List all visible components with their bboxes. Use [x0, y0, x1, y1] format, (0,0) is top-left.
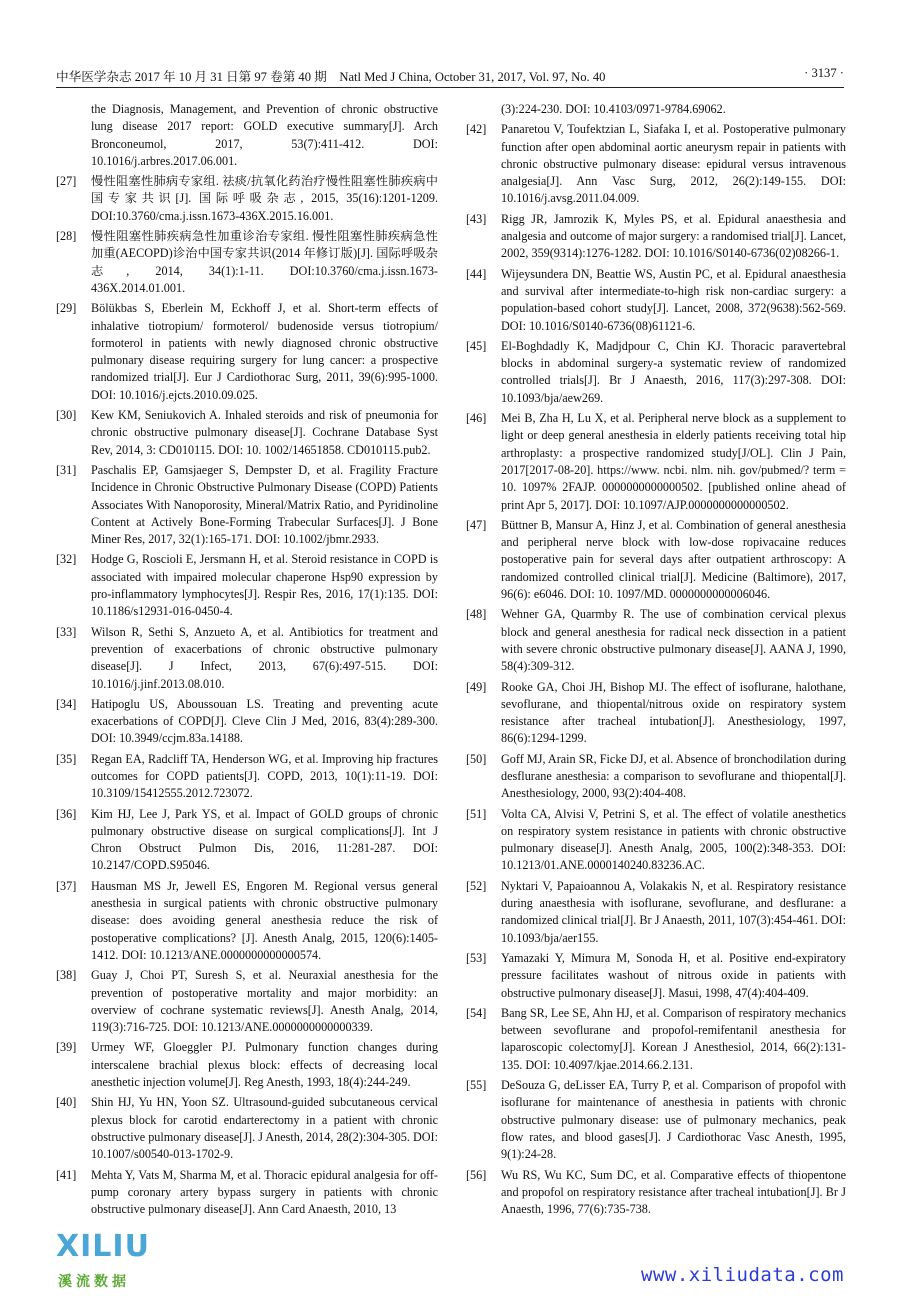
- reference-number: [33]: [56, 624, 77, 639]
- reference-text: Mei B, Zha H, Lu X, et al. Peripheral nerve block as a supplement to light or deep general anesthesia in elderly patients receiving total hip arthroplasty: a prospective randomized study[J/OL]. Clin J Pain, 2017[2017-08-20]. https://www. ncbi. nlm. nih. gov/pubmed/? term = 10. 1097% 2FAJP. 0000000000000502. [published online ahead of print Apr 5, 2017]. DOI: 10.1097/AJP.0000000000000502.: [501, 411, 846, 512]
- reference-entry: [56, 1094, 438, 1163]
- reference-entry: [56, 624, 438, 693]
- reference-text: Büttner B, Mansur A, Hinz J, et al. Combination of general anesthesia and peripheral nerve block with low-dose ropivacaine reduces postoperative pain for several days after outpatient arthroscopy: A randomized controlled clinical trial[J]. Medicine (Baltimore), 2017, 96(6): e6046. DOI: 10. 1097/MD. 0000000000006046.: [501, 517, 846, 602]
- references-right-column: [466, 101, 846, 1221]
- reference-entry: [466, 950, 846, 1002]
- reference-number: [53]: [466, 950, 487, 965]
- reference-text: Urmey WF, Gloeggler PJ. Pulmonary function changes during interscalene brachial plexus block: effects of decreasing local anesthetic injection volume[J]. Reg Anesth, 1993, 18(4):244-249.: [91, 1040, 438, 1090]
- reference-text: Panaretou V, Toufektzian L, Siafaka I, et al. Postoperative pulmonary function after open abdominal aortic aneurysm repair in patients with chronic obstructive pulmonary disease: epidural versus intravenous analgesia[J]. Ann Vasc Surg, 2012, 26(2):149-155. DOI: 10.1016/j.avsg.2011.04.009.: [501, 122, 846, 206]
- reference-text: Nyktari V, Papaioannou A, Volakakis N, et al. Respiratory resistance during anaesthesia with isoflurane, sevoflurane, and desflurane: a randomized clinical trial[J]. Br J Anaesth, 2011, 107(3):454-461. DOI: 10.1093/bja/aer155.: [501, 878, 846, 945]
- reference-text: Shin HJ, Yu HN, Yoon SZ. Ultrasound-guided subcutaneous cervical plexus block for carotid endarterectomy in a patient with chronic obstructive pulmonary disease[J]. J Anesth, 2014, 28(2):304-305. DOI: 10.1007/s00540-013-1702-9.: [91, 1095, 438, 1162]
- reference-number: [37]: [56, 878, 77, 893]
- reference-number: [39]: [56, 1040, 77, 1055]
- reference-text: Yamazaki Y, Mimura M, Sonoda H, et al. Positive end-expiratory pressure facilitates washout of nitrous oxide in patients with obstructive pulmonary disease[J]. Masui, 1998, 47(4):404-409.: [501, 950, 846, 1000]
- reference-number: [44]: [466, 266, 487, 281]
- reference-number: [43]: [466, 211, 487, 226]
- reference-number: [54]: [466, 1005, 487, 1020]
- reference-number: [27]: [56, 174, 77, 189]
- site-watermark[interactable]: www.xiliudata.com: [641, 1264, 844, 1286]
- reference-number: [50]: [466, 751, 487, 766]
- reference-number: [35]: [56, 751, 77, 766]
- reference-text: Regan EA, Radcliff TA, Henderson WG, et al. Improving hip fractures outcomes for COPD patients[J]. COPD, 2013, 10(1):11-19. DOI: 10.3109/15412555.2012.723072.: [91, 751, 438, 801]
- reference-entry: [466, 517, 846, 603]
- reference-entry: [466, 1077, 846, 1163]
- reference-entry: [56, 173, 438, 225]
- reference-number: [29]: [56, 301, 77, 316]
- reference-text: Hodge G, Roscioli E, Jersmann H, et al. Steroid resistance in COPD is associated with impaired molecular chaperone Hsp90 expression by pro-inflammatory lymphocytes[J]. Respir Res, 2016, 17(1):135. DOI: 10.1186/s12931-016-0450-4.: [91, 552, 438, 619]
- reference-number: [31]: [56, 462, 77, 477]
- reference-number: [42]: [466, 122, 487, 137]
- reference-entry: [56, 967, 438, 1036]
- header-divider: [56, 87, 844, 88]
- reference-continuation: (3):224-230. DOI: 10.4103/0971-9784.69062.: [501, 102, 726, 116]
- reference-entry: [56, 300, 438, 404]
- reference-number: [51]: [466, 806, 487, 821]
- reference-text: Kim HJ, Lee J, Park YS, et al. Impact of GOLD groups of chronic pulmonary obstructive disease on surgical complications[J]. Int J Chron Obstruct Pulmon Dis, 2016, 11:281-287. DOI: 10.2147/COPD.S95046.: [91, 806, 438, 873]
- reference-text: Paschalis EP, Gamsjaeger S, Dempster D, et al. Fragility Fracture Incidence in Chronic Obstructive Pulmonary Disease (COPD) Patients Associates With Nanoporosity, Mineral/Matrix Ratio, and Pyridinoline Content at Actively Bone-Forming Trabecular Surfaces[J]. J Bone Miner Res, 2017, 32(1):165-171. DOI: 10.1002/jbmr.2933.: [91, 462, 438, 547]
- logo-text: 溪流数据: [58, 1274, 130, 1290]
- reference-text: 慢性阻塞性肺疾病急性加重诊治专家组. 慢性阻塞性肺疾病急性加重(AECOPD)诊治中国专家共识(2014 年修订版)[J]. 国际呼吸杂志, 2014, 34(1):1-11. DOI:10.3760/cma.j.issn.1673-436X.2014.01.001.: [91, 229, 438, 295]
- reference-text: Bölükbas S, Eberlein M, Eckhoff J, et al. Short-term effects of inhalative tiotropium/ formoterol/ budenoside versus tiotropium/ formoterol in patients with newly diagnosed chronic obstructive pulmonary disease requiring surgery for lung cancer: a prospective randomized trial[J]. Eur J Cardiothorac Surg, 2011, 39(6):995-1000. DOI: 10.1016/j.ejcts.2010.09.025.: [91, 301, 438, 402]
- reference-entry: [56, 407, 438, 459]
- reference-entry: [56, 551, 438, 620]
- reference-entry: [466, 878, 846, 947]
- reference-entry: [56, 696, 438, 748]
- reference-text: El-Boghdadly K, Madjdpour C, Chin KJ. Thoracic paravertebral blocks in abdominal surgery-a systematic review of randomized controlled trials[J]. Br J Anaesth, 2016, 117(3):297-308. DOI: 10.1093/bja/aew269.: [501, 338, 846, 405]
- reference-entry: [56, 1167, 438, 1219]
- reference-text: Kew KM, Seniukovich A. Inhaled steroids and risk of pneumonia for chronic obstructive pulmonary disease[J]. Cochrane Database Syst Rev, 2014, 3: CD010115. DOI: 10. 1002/14651858. CD010115.pub2.: [91, 408, 438, 457]
- reference-text: Wehner GA, Quarmby R. The use of combination cervical plexus block and general anesthesia for radical neck dissection in a patient with severe chronic obstructive pulmonary disease[J]. AANA J, 1990, 58(4):309-312.: [501, 607, 846, 674]
- reference-entry: [56, 1039, 438, 1091]
- reference-continuation: the Diagnosis, Management, and Prevention of chronic obstructive lung disease 2017 report: GOLD executive summary[J]. Arch Bronconeumol, 2017, 53(7):411-412. DOI: 10.1016/j.arbres.2017.06.001.: [91, 102, 438, 168]
- reference-number: [32]: [56, 552, 77, 567]
- reference-number: [55]: [466, 1078, 487, 1093]
- reference-entry: [466, 338, 846, 407]
- reference-text: Hausman MS Jr, Jewell ES, Engoren M. Regional versus general anesthesia in surgical patients with chronic obstructive pulmonary disease: does avoiding general anesthesia reduce the risk of postoperative complications? [J]. Anesth Analg, 2015, 120(6):1405-1412. DOI: 10.1213/ANE.0000000000000574.: [91, 878, 438, 962]
- reference-entry: [56, 228, 438, 297]
- reference-text: Hatipoglu US, Aboussouan LS. Treating and preventing acute exacerbations of COPD[J]. Cleve Clin J Med, 2016, 83(4):289-300. DOI: 10.3949/ccjm.83a.14188.: [91, 696, 438, 746]
- reference-number: [28]: [56, 229, 77, 244]
- reference-entry: [466, 1167, 846, 1219]
- reference-number: [36]: [56, 806, 77, 821]
- reference-entry: [466, 679, 846, 748]
- reference-number: [47]: [466, 517, 487, 532]
- reference-text: Mehta Y, Vats M, Sharma M, et al. Thoracic epidural analgesia for off-pump coronary artery bypass surgery in patients with chronic obstructive pulmonary disease[J]. Ann Card Anaesth, 2010, 13: [91, 1167, 438, 1217]
- reference-entry: [56, 806, 438, 875]
- reference-number: [52]: [466, 878, 487, 893]
- reference-number: [56]: [466, 1167, 487, 1182]
- reference-text: Rigg JR, Jamrozik K, Myles PS, et al. Epidural anaesthesia and analgesia and outcome of major surgery: a randomised trial[J]. Lancet, 2002, 359(9314):1276-1282. DOI: 10.1016/S0140-6736(02)08266-1.: [501, 211, 846, 261]
- reference-text: Guay J, Choi PT, Suresh S, et al. Neuraxial anesthesia for the prevention of postoperative mortality and major morbidity: an overview of cochrane systematic reviews[J]. Anesth Analg, 2014, 119(3):716-725. DOI: 10.1213/ANE.0000000000000339.: [91, 968, 438, 1035]
- reference-entry: [466, 121, 846, 207]
- reference-text: Wu RS, Wu KC, Sum DC, et al. Comparative effects of thiopentone and propofol on respiratory resistance after tracheal intubation[J]. Br J Anaesth, 1996, 77(6):735-738.: [501, 1167, 846, 1217]
- reference-entry: [56, 462, 438, 548]
- reference-entry: [466, 1005, 846, 1074]
- running-header: [56, 66, 844, 84]
- reference-number: [45]: [466, 338, 487, 353]
- reference-number: [38]: [56, 968, 77, 983]
- reference-entry: [466, 751, 846, 803]
- reference-number: [34]: [56, 696, 77, 711]
- reference-entry: [466, 410, 846, 514]
- reference-text: 慢性阻塞性肺病专家组. 祛痰/抗氧化药治疗慢性阻塞性肺疾病中国专家共识[J]. 国际呼吸杂志, 2015, 35(16):1201-1209. DOI:10.3760/cma.j.issn.1673-436X.2015.16.001.: [91, 174, 438, 223]
- reference-number: [30]: [56, 408, 77, 423]
- reference-number: [40]: [56, 1095, 77, 1110]
- reference-entry: [466, 266, 846, 335]
- reference-text: Wijeysundera DN, Beattie WS, Austin PC, et al. Epidural anaesthesia and survival after intermediate-to-high risk non-cardiac surgery: a population-based cohort study[J]. Lancet, 2008, 372(9638):562-569. DOI: 10.1016/S0140-6736(08)61121-6.: [501, 266, 846, 333]
- reference-entry: [466, 606, 846, 675]
- reference-text: Volta CA, Alvisi V, Petrini S, et al. The effect of volatile anesthetics on respiratory system resistance in patients with chronic obstructive pulmonary disease[J]. Anesth Analg, 2005, 100(2):348-353. DOI: 10.1213/01.ANE.0000140240.83236.AC.: [501, 806, 846, 873]
- xiliu-logo: [56, 1229, 150, 1290]
- reference-number: [41]: [56, 1167, 77, 1182]
- reference-text: Wilson R, Sethi S, Anzueto A, et al. Antibiotics for treatment and prevention of exacerbations of chronic obstructive pulmonary disease[J]. J Infect, 2013, 67(6):497-515. DOI: 10.1016/j.jinf.2013.08.010.: [91, 624, 438, 691]
- references-left-column: [56, 101, 438, 1221]
- reference-text: Rooke GA, Choi JH, Bishop MJ. The effect of isoflurane, halothane, sevoflurane, and thiopental/nitrous oxide on respiratory system resistance after tracheal intubation[J]. Anesthesiology, 1997, 86(6):1294-1299.: [501, 679, 846, 746]
- page-number: · 3137 ·: [804, 66, 844, 80]
- journal-citation-header: 中华医学杂志 2017 年 10 月 31 日第 97 卷第 40 期 Natl Med J China, October 31, 2017, Vol. 97, No. 40: [56, 70, 606, 84]
- reference-entry: [466, 211, 846, 263]
- reference-text: DeSouza G, deLisser EA, Turry P, et al. Comparison of propofol with isoflurane for maintenance of anesthesia in patients with chronic obstructive pulmonary disease: use of pulmonary mechanics, peak flow rates, and blood gases[J]. J Cardiothorac Vasc Anesth, 1995, 9(1):24-28.: [501, 1078, 846, 1162]
- reference-text: Goff MJ, Arain SR, Ficke DJ, et al. Absence of bronchodilation during desflurane anesthesia: a comparison to sevoflurane and thiopental[J]. Anesthesiology, 2000, 93(2):404-408.: [501, 751, 846, 801]
- reference-entry: [56, 751, 438, 803]
- reference-number: [46]: [466, 411, 487, 426]
- reference-entry: [466, 806, 846, 875]
- reference-number: [48]: [466, 607, 487, 622]
- reference-text: Bang SR, Lee SE, Ahn HJ, et al. Comparison of respiratory mechanics between sevoflurane and propofol-remifentanil anesthesia for laparoscopic colectomy[J]. Korean J Anesthesiol, 2014, 66(2):131-135. DOI: 10.4097/kjae.2014.66.2.131.: [501, 1005, 846, 1072]
- reference-number: [49]: [466, 679, 487, 694]
- logo-mark: XILIU: [56, 1229, 150, 1264]
- reference-entry: [56, 878, 438, 964]
